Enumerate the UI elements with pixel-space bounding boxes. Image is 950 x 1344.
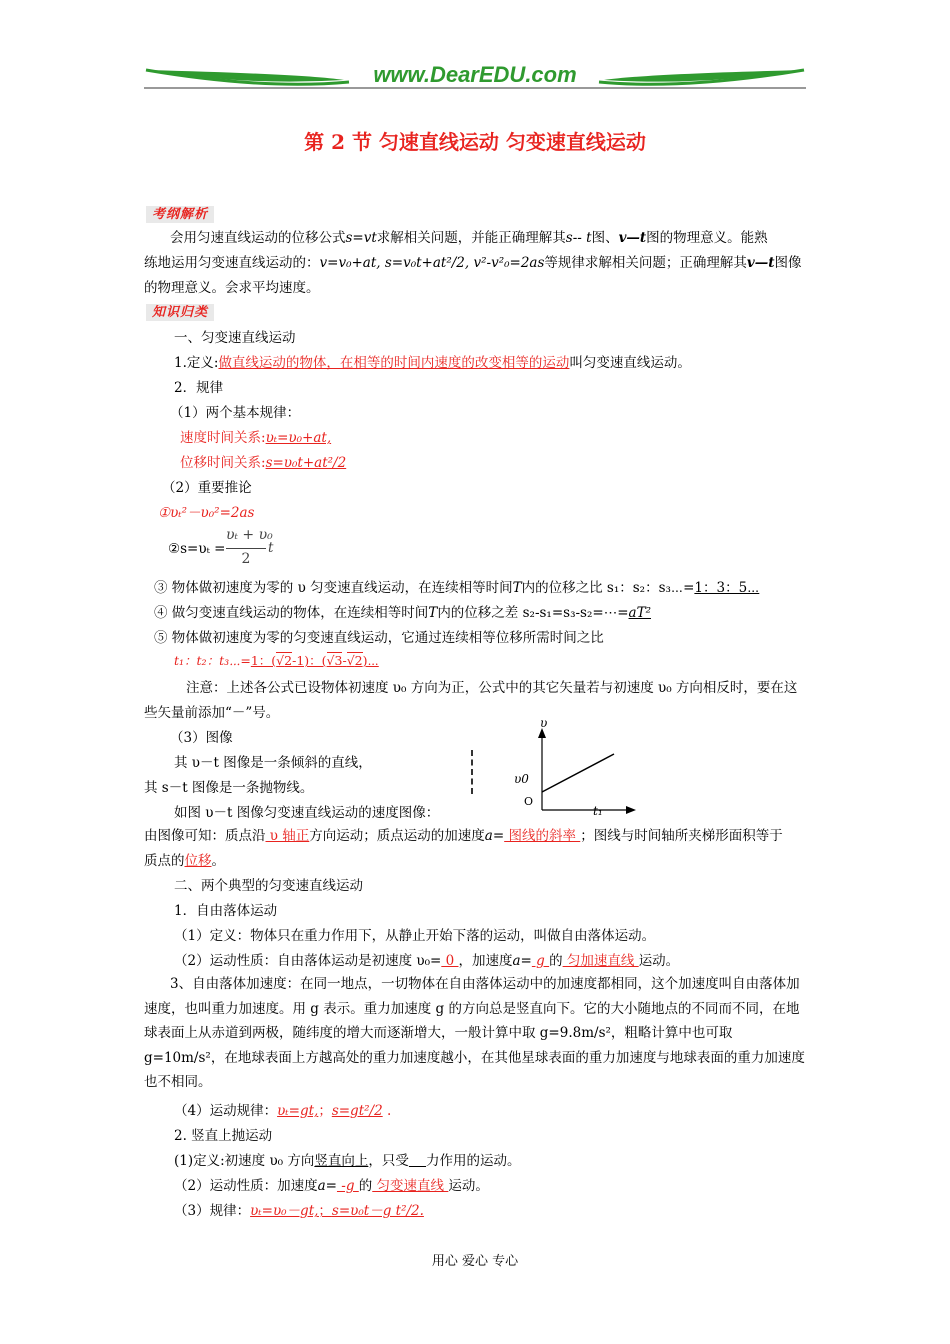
- s1-graph: （3）图像: [170, 730, 233, 746]
- inference-2-numerator: υₜ + υ₀: [226, 527, 273, 543]
- graph-line-1: 其 υ－t 图像是一条倾斜的直线，: [174, 755, 372, 771]
- graph-line-3: 如图 υ－t 图像匀变速直线运动的速度图像：: [174, 805, 440, 821]
- inference-2-left: ②s=υₜ =: [168, 541, 226, 557]
- s1-definition: 1.定义:做直线运动的物体，在相等的时间内速度的改变相等的运动叫匀变速直线运动。: [174, 355, 691, 371]
- fraction-bar: [226, 548, 266, 549]
- gravity-paragraph: 3、自由落体加速度：在同一地点，一切物体在自由落体运动中的加速度都相同，这个加速度叫自由落体加速度，也叫重力加速度。用 g 表示。重力加速度 g 的方向总是竖直向下。它的大小随地点的不同而不同，在地球表面上从赤道到两极，随纬度的增大而逐渐增大，一般计算中取 g=9.8m/s²，粗略计算中也可取 g=10m/s²，在地球表面上方越高处的重力加速度越小，在其他星球表面的重力加速度与地球表面的重力加速度也不相同。: [144, 976, 805, 1090]
- note-line-1: 注意：上述各公式已设物体初速度 υ₀ 方向为正，公式中的其它矢量若与初速度 υ₀ 方向相反时，要在这: [186, 680, 798, 696]
- s2-free-law: （4）运动规律：υₜ=gt,；s=gt²/2 .: [174, 1103, 392, 1119]
- note-line-2: 些矢量前添加“－”号。: [144, 705, 280, 721]
- s1-heading: 一、匀变速直线运动: [174, 330, 296, 346]
- inference-5-ratio: t₁：t₂：t₃⋯=1：(√2-1)：(√3-√2)⋯: [174, 653, 379, 668]
- page-footer: 用心 爱心 专心: [431, 1254, 519, 1269]
- s2-up-nature: （2）运动性质：加速度a= -g 的 匀变速直线 运动。: [174, 1178, 489, 1194]
- graph-line-4: 由图像可知：质点沿 υ 轴正方向运动；质点运动的加速度a= 图线的斜率 ；图线与时间轴所夹梯形面积等于: [144, 828, 783, 844]
- s2-upward: 2. 竖直上抛运动: [174, 1128, 273, 1144]
- dashed-divider: [471, 750, 473, 794]
- s1-inference: （2）重要推论: [162, 480, 252, 496]
- intro-line-2: 练地运用匀变速直线运动的：v=v₀+at, s=v₀t+at²/2, v²-v²₀=2as等规律求解相关问题；正确理解其v—t图像: [144, 255, 802, 271]
- graph-v0-label: υ0: [514, 772, 529, 786]
- page-title: 第 2 节 匀速直线运动 匀变速直线运动: [304, 130, 646, 154]
- s1-basic: （1）两个基本规律：: [170, 405, 301, 421]
- inference-5: ⑤ 物体做初速度为零的匀变速直线运动，它通过连续相等位移所需时间之比: [154, 630, 604, 646]
- s2-free-def: （1）定义：物体只在重力作用下，从静止开始下落的运动，叫做自由落体运动。: [174, 928, 656, 944]
- section-tag-exam: 考纲解析: [146, 203, 214, 222]
- inference-3: ③ 物体做初速度为零的 υ 匀变速直线运动，在连续相等时间T内的位移之比 s₁：s₂：s₃⋯=1：3：5⋯: [154, 580, 760, 596]
- inference-1: ①υₜ²－υ₀²=2as: [158, 505, 255, 521]
- inference-2-t: t: [268, 540, 274, 556]
- graph-line-2: 其 s－t 图像是一条抛物线。: [144, 780, 314, 796]
- s2-up-def: (1)定义:初速度 υ₀ 方向竖直向上，只受 力作用的运动。: [174, 1153, 521, 1169]
- s1-velocity: 速度时间关系:υₜ=υ₀+at,: [180, 430, 332, 446]
- graph-y-label: υ: [540, 716, 548, 730]
- s2-up-law: （3）规律：υₜ=υ₀－gt,；s=υ₀t－g t²/2.: [174, 1203, 424, 1219]
- s2-free-nature: （2）运动性质：自由落体运动是初速度 υ₀= 0 ，加速度a= g 的 匀加速直线 运动。: [174, 953, 680, 969]
- s2-heading: 二、两个典型的匀变速直线运动: [174, 878, 363, 894]
- s1-position: 位移时间关系:s=υ₀t+at²/2: [180, 455, 347, 471]
- intro-line-1: 会用匀速直线运动的位移公式s=vt求解相关问题，并能正确理解其s-- t图、v—t图的物理意义。能熟: [170, 230, 768, 246]
- s1-rules: 2．规律: [174, 380, 224, 396]
- graph-t-label: t₁: [593, 804, 603, 818]
- s2-free-fall: 1．自由落体运动: [174, 903, 278, 919]
- header-banner: [144, 60, 806, 96]
- intro-line-3: 的物理意义。会求平均速度。: [144, 280, 320, 296]
- section-tag-knowledge: 知识归类: [146, 301, 214, 320]
- inference-4: ④ 做匀变速直线运动的物体，在连续相等时间T内的位移之差 s₂-s₁=s₃-s₂=⋯=aT²: [154, 605, 651, 621]
- header-logo[interactable]: www.DearEDU.com: [373, 62, 577, 87]
- inference-2-denominator: 2: [241, 551, 251, 567]
- graph-line-5: 质点的位移。: [144, 853, 225, 869]
- graph-origin-label: O: [524, 795, 534, 808]
